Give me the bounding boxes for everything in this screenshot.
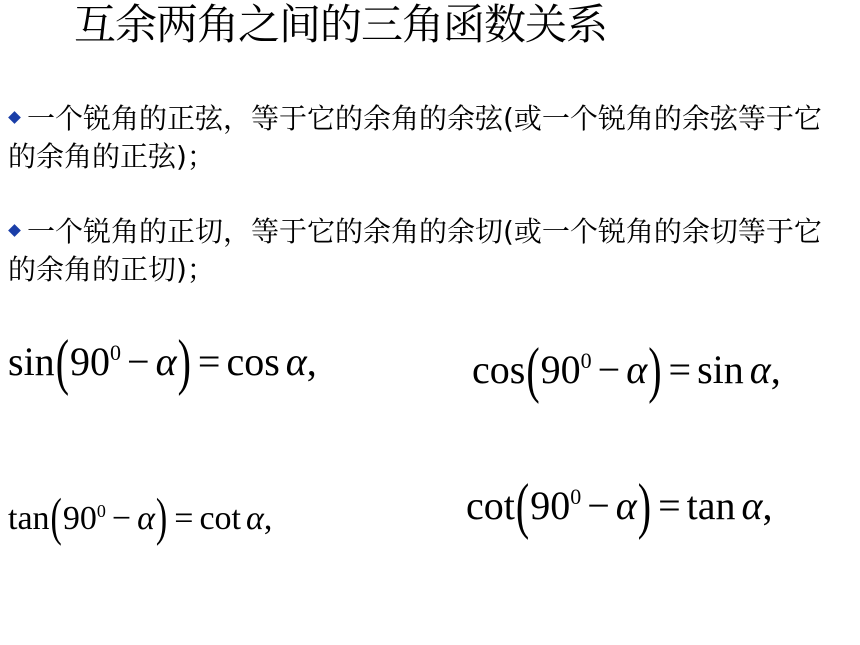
formula-rhs-function: sin [697, 347, 744, 392]
bullet-item-1 [8, 100, 848, 176]
left-paren: ( [55, 326, 70, 397]
formula-rhs-function: cos [226, 339, 280, 384]
left-paren: ( [50, 489, 62, 547]
right-paren: ) [177, 326, 191, 397]
formula-degree-superscript: 0 [580, 347, 592, 373]
formula-cos-cofunction [472, 334, 781, 405]
formula-lhs-function: cos [472, 347, 526, 392]
formula-degree-superscript: 0 [570, 483, 582, 509]
formula-punctuation: , [306, 339, 317, 384]
equals-sign: = [668, 347, 692, 392]
formula-punctuation: , [263, 500, 273, 537]
formula-sin-cofunction [8, 326, 317, 397]
formula-lhs-function: cot [466, 483, 515, 528]
right-paren: ) [155, 489, 168, 547]
minus-sign: − [127, 339, 150, 384]
formula-rhs-variable: α [741, 483, 763, 528]
formula-variable: α [626, 347, 648, 392]
formula-punctuation: , [762, 483, 773, 528]
right-paren: ) [648, 334, 662, 405]
slide-title: 互余两角之间的三角函数关系 [74, 0, 608, 49]
formula-rhs-function: tan [686, 483, 736, 528]
formula-lhs-function: sin [8, 339, 55, 384]
equals-sign: = [174, 500, 194, 537]
formula-variable: α [155, 339, 177, 384]
formula-lhs-function: tan [8, 500, 50, 537]
formula-angle: 90 [62, 500, 97, 537]
formula-degree-superscript: 0 [96, 501, 106, 521]
formula-cot-cofunction [466, 470, 773, 541]
right-paren: ) [637, 470, 652, 541]
formula-angle: 90 [540, 347, 581, 392]
minus-sign: − [597, 347, 621, 392]
formula-variable: α [137, 500, 155, 537]
minus-sign: − [111, 500, 132, 537]
left-paren: ( [526, 334, 540, 405]
minus-sign: − [587, 483, 610, 528]
formula-angle: 90 [530, 483, 571, 528]
diamond-bullet-icon [8, 111, 21, 124]
formula-angle: 90 [70, 339, 111, 384]
formula-degree-superscript: 0 [110, 339, 122, 365]
formula-punctuation: , [770, 347, 781, 392]
equals-sign: = [197, 339, 221, 384]
bullet-text-1: 一个锐角的正弦，等于它的余角的余弦(或一个锐角的余弦等于它的余角的正弦)； [8, 102, 822, 173]
formula-rhs-variable: α [245, 500, 264, 537]
bullet-text-2: 一个锐角的正切，等于它的余角的余切(或一个锐角的余切等于它的余角的正切)； [8, 215, 822, 286]
left-paren: ( [515, 470, 530, 541]
formula-variable: α [615, 483, 637, 528]
formula-rhs-variable: α [749, 347, 771, 392]
formula-tan-cofunction [8, 489, 273, 547]
formula-rhs-function: cot [199, 500, 241, 537]
diamond-bullet-icon [8, 224, 21, 237]
bullet-item-2 [8, 213, 848, 289]
formula-rhs-variable: α [285, 339, 307, 384]
equals-sign: = [658, 483, 681, 528]
